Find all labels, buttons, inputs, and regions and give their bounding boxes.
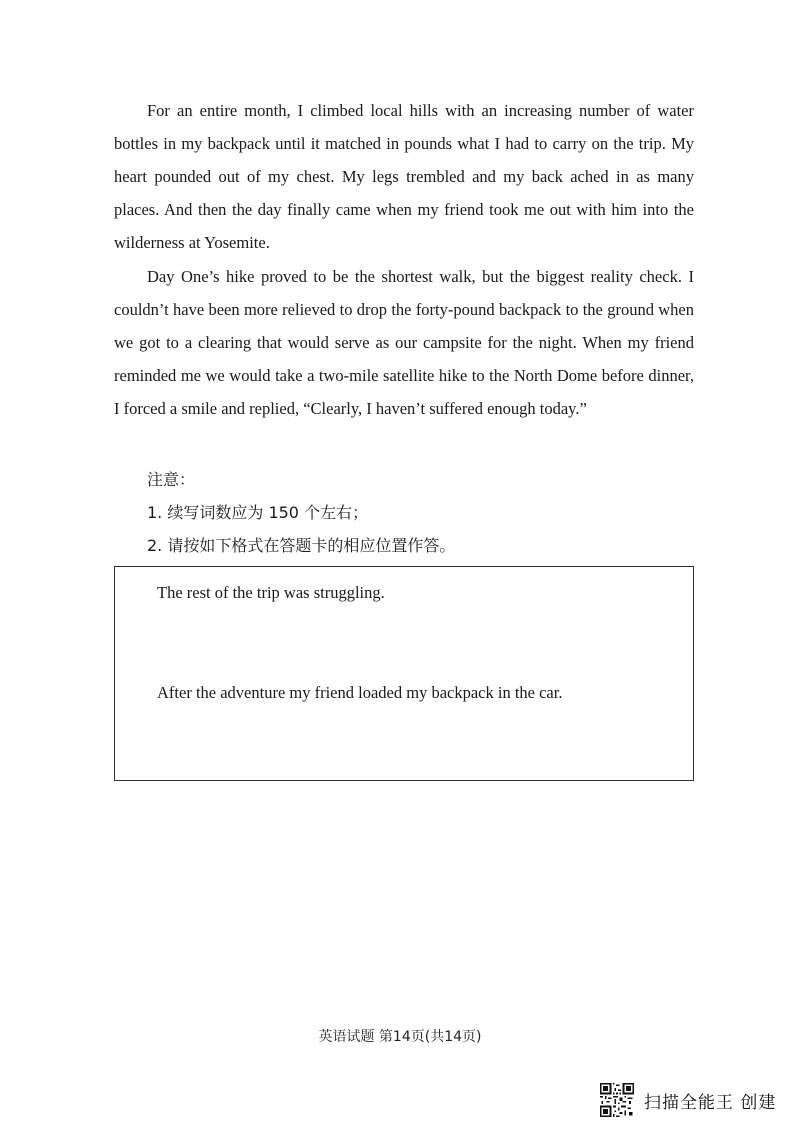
- note-item-1: 1. 续写词数应为 150 个左右；: [147, 503, 369, 522]
- qr-code-icon: [600, 1083, 634, 1117]
- note-title: 注意：: [147, 470, 196, 489]
- watermark-text: 扫描全能王 创建: [644, 1092, 777, 1113]
- story-paragraph-2: Day One’s hike proved to be the shortest walk, but the biggest reality check. I couldn’t have been more relieved to drop the forty-pound backpack to the ground when we got to a clearing that would serve as our campsite for the night. When my friend reminded me we would take a two-mile satellite hike to the North Dome before dinner, I forced a smile and replied, “Clearly, I haven’t suffered enough today.”: [114, 267, 694, 418]
- story-paragraph-1: For an entire month, I climbed local hills with an increasing number of water bottles in my backpack until it matched in pounds what I had to carry on the trip. My heart pounded out of my chest. My legs trembled and my back ached in as many places. And then the day finally came when my friend took me out with him into the wilderness at Yosemite.: [114, 101, 694, 252]
- page-footer: 英语试题 第14页(共14页): [318, 1029, 482, 1045]
- scanner-watermark: [600, 1082, 776, 1118]
- answer-box-opening-line-2: After the adventure my friend loaded my backpack in the car.: [157, 683, 563, 702]
- note-item-2: 2. 请按如下格式在答题卡的相应位置作答。: [147, 536, 456, 555]
- answer-box-opening-line-1: The rest of the trip was struggling.: [157, 583, 385, 602]
- answer-box: [114, 566, 694, 781]
